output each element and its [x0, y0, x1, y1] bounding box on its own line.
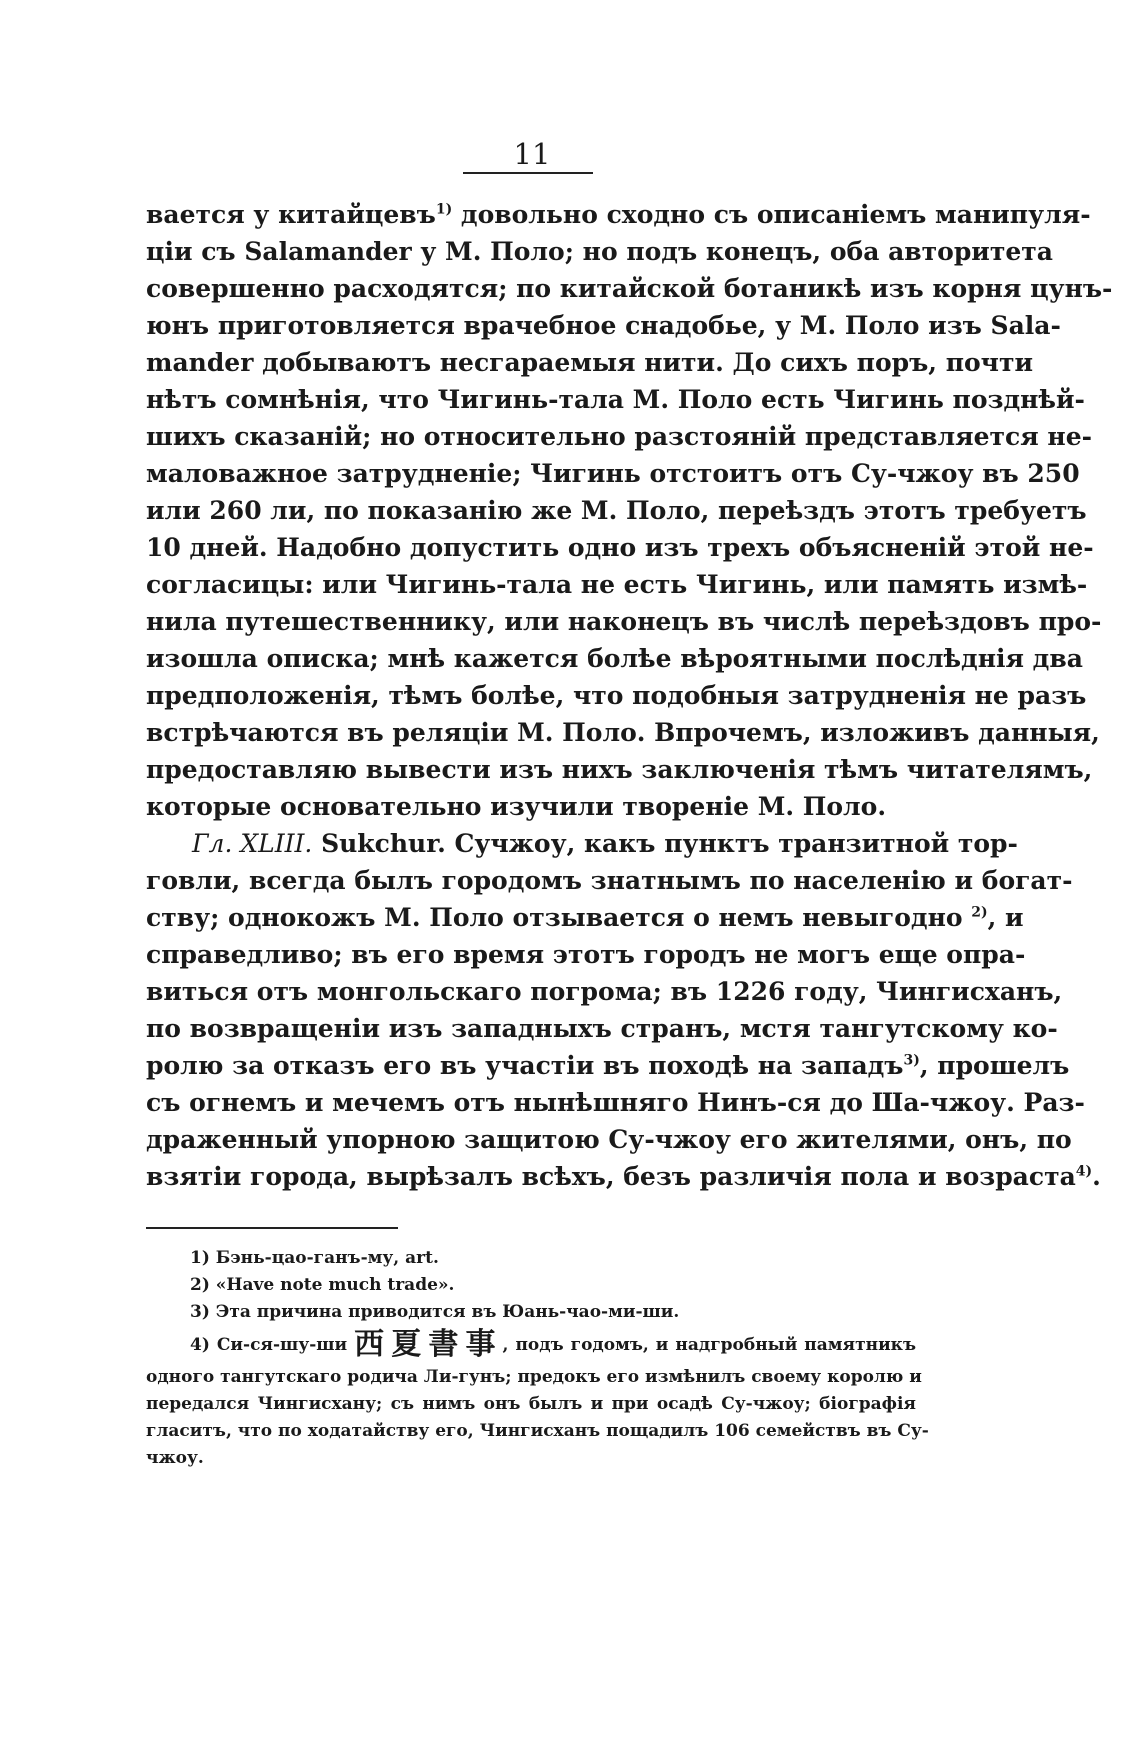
- body-line: по возвращеніи изъ западныхъ странъ, мстя тангутскому ко-: [146, 1014, 1058, 1043]
- footnote-4-line: одного тангутскаго родича Ли-гунъ; предокъ его измѣнилъ своему королю и: [146, 1367, 922, 1387]
- body-line: ролю за отказъ его въ участіи въ походѣ на западъ$^{3)}$, прошелъ: [146, 1051, 1070, 1080]
- footnote-4-line: гласитъ, что по ходатайству его, Чингисханъ пощадилъ 106 семействъ въ Су-: [146, 1421, 929, 1441]
- footnote-rule: [146, 1227, 398, 1229]
- body-line: mander добываютъ несгараемыя нити. До сихъ поръ, почти: [146, 348, 1033, 377]
- body-line: которые основательно изучили твореніе М. Поло.: [146, 792, 887, 821]
- header-rule: [463, 172, 593, 174]
- body-line: или 260 ли, по показанію же М. Поло, переѣздъ этотъ требуетъ: [146, 496, 1087, 525]
- footnote-2: 2) «Have note much trade».: [190, 1275, 455, 1295]
- footnote-ref[interactable]: 3): [903, 1052, 920, 1069]
- footnote-4-line: чжоу.: [146, 1448, 204, 1468]
- body-line: юнъ приготовляется врачебное снадобье, у М. Поло изъ Sala-: [146, 311, 1061, 340]
- footnote-1: 1) Бэнь-цао-ганъ-му, art.: [190, 1248, 439, 1268]
- body-line: съ огнемъ и мечемъ отъ нынѣшняго Нинъ-ся до Ша-чжоу. Раз-: [146, 1088, 1085, 1117]
- footnote-ref[interactable]: 2): [971, 904, 988, 921]
- body-line: говли, всегда былъ городомъ знатнымъ по населенію и богат-: [146, 866, 1073, 895]
- footnote-4: 4) Си-ся-шу-ши 西夏書事, подъ годомъ, и надгробный памятникъ: [190, 1327, 916, 1362]
- body-line: встрѣчаются въ реляціи М. Поло. Впрочемъ, изложивъ данныя,: [146, 718, 1100, 747]
- footnote-3: 3) Эта причина приводится въ Юань-чао-ми-ши.: [190, 1302, 680, 1322]
- body-line: предоставляю вывести изъ нихъ заключенія тѣмъ читателямъ,: [146, 755, 1093, 784]
- chapter-paragraph-start: Гл. XLIII. Sukchur. Сучжоу, какъ пунктъ транзитной тор-: [192, 829, 1018, 858]
- body-line: согласицы: или Чигинь-тала не есть Чигинь, или память измѣ-: [146, 570, 1088, 599]
- footnote-ref[interactable]: 4): [1075, 1163, 1093, 1180]
- body-line: 10 дней. Надобно допустить одно изъ трехъ объясненій этой не-: [146, 533, 1094, 562]
- body-line: драженный упорною защитою Су-чжоу его жителями, онъ, по: [146, 1125, 1072, 1154]
- body-line: нила путешественнику, или наконецъ въ числѣ переѣздовъ про-: [146, 607, 1102, 636]
- body-line: маловажное затрудненіе; Чигинь отстоитъ отъ Су-чжоу въ 250: [146, 459, 1080, 488]
- body-line: совершенно расходятся; по китайской ботаникѣ изъ корня цунъ-: [146, 274, 1113, 303]
- body-line: ству; однокожъ М. Поло отзывается о немъ невыгодно $^{2)}$, и: [146, 903, 1024, 932]
- page-number: 11: [513, 137, 551, 171]
- footnote-ref[interactable]: 1): [435, 201, 453, 218]
- body-line: ціи съ Salamander у М. Поло; но подъ конецъ, оба авторитета: [146, 237, 1053, 266]
- chapter-reference: Гл. XLIII.: [192, 829, 313, 858]
- chinese-title: 西夏書事: [354, 1327, 503, 1362]
- body-line: нѣтъ сомнѣнія, что Чигинь-тала М. Поло есть Чигинь позднѣй-: [146, 385, 1085, 414]
- body-line: виться отъ монгольскаго погрома; въ 1226 году, Чингисханъ,: [146, 977, 1063, 1006]
- body-line: справедливо; въ его время этотъ городъ не могъ еще опра-: [146, 940, 1026, 969]
- body-line: вается у китайцевъ$^{1)}$ довольно сходно съ описаніемъ манипуля-: [146, 200, 1091, 229]
- footnote-4-line: передался Чингисхану; съ нимъ онъ былъ и при осадѣ Су-чжоу; біографія: [146, 1394, 916, 1414]
- body-line: предположенія, тѣмъ болѣе, что подобныя затрудненія не разъ: [146, 681, 1087, 710]
- body-line: взятіи города, вырѣзалъ всѣхъ, безъ различія пола и возраста$^{4)}$.: [146, 1162, 1101, 1191]
- body-line: шихъ сказаній; но относительно разстояній представляется не-: [146, 422, 1092, 451]
- body-line: изошла описка; мнѣ кажется болѣе вѣроятными послѣднія два: [146, 644, 1083, 673]
